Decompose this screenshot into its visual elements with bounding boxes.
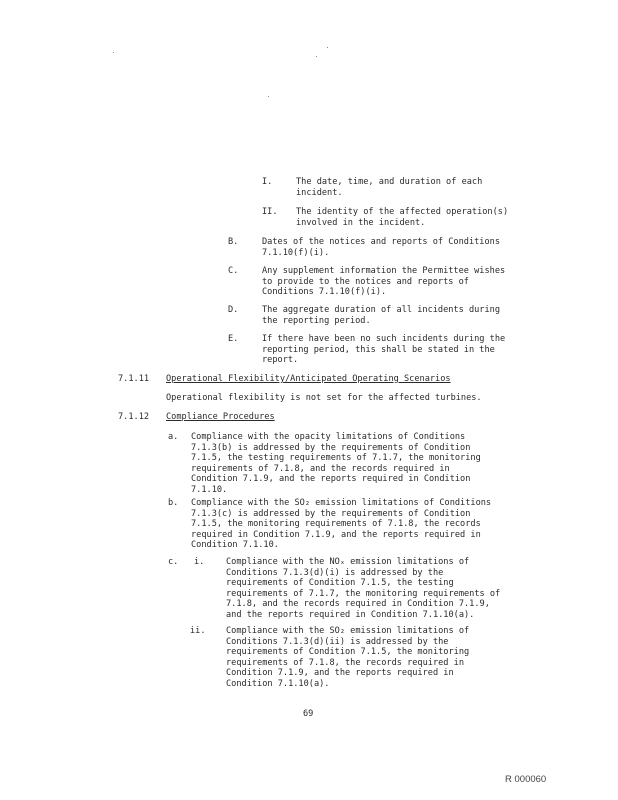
item-B-text: Dates of the notices and reports of Conditions 7.1.10(f)(i).	[262, 237, 500, 258]
section-7-1-11-body: Operational flexibility is not set for the affected turbines.	[166, 393, 482, 403]
scan-speck	[316, 56, 317, 57]
item-c-i-text: Compliance with the NOₓ emission limitations of Conditions 7.1.3(d)(i) is addressed by the requirements of Condition 7.1.5, the testing requirements of 7.1.7, the monitoring requirements of 7.1.8, and the records required in Condition 7.1.9, and the reports required in Condition 7.1.10(a).	[226, 557, 501, 620]
item-b-mark: b.	[168, 498, 179, 508]
item-b-text: Compliance with the SO₂ emission limitations of Conditions 7.1.3(c) is addressed by the requirements of Condition 7.1.5, the monitoring requirements of 7.1.8, the records required in Condition 7.1.9, and the reports required in Condition 7.1.10.	[191, 498, 492, 551]
item-c-mark: c.	[168, 557, 179, 567]
item-C-text: Any supplement information the Permittee wishes to provide to the notices and reports of Conditions 7.1.10(f)(i).	[262, 266, 506, 298]
section-7-1-11-heading: Operational Flexibility/Anticipated Operating Scenarios	[166, 374, 451, 384]
scan-speck	[268, 96, 269, 97]
item-E-mark: E.	[228, 334, 239, 344]
section-7-1-12-number: 7.1.12	[118, 412, 150, 422]
item-c-ii-text: Compliance with the SO₂ emission limitations of Conditions 7.1.3(d)(ii) is addressed by the requirements of Condition 7.1.5, the monitoring requirements of 7.1.8, the records required in Condition 7.1.9, and the reports required in Condition 7.1.10(a).	[226, 626, 470, 689]
page-number: 69	[303, 709, 314, 719]
item-I-mark: I.	[262, 177, 273, 187]
item-D-text: The aggregate duration of all incidents during the reporting period.	[262, 305, 500, 326]
section-7-1-12-heading: Compliance Procedures	[166, 412, 275, 422]
item-C-mark: C.	[228, 266, 239, 276]
item-c-ii-mark: ii.	[190, 626, 206, 636]
item-I-text: The date, time, and duration of each incident.	[296, 177, 483, 198]
item-II-text: The identity of the affected operation(s) involved in the incident.	[296, 207, 509, 228]
scan-speck	[327, 47, 328, 48]
item-a-mark: a.	[168, 432, 179, 442]
item-c-i-mark: i.	[194, 557, 205, 567]
item-a-text: Compliance with the opacity limitations of Conditions 7.1.3(b) is addressed by the requirements of Condition 7.1.5, the testing requirements of 7.1.7, the monitoring requirements of 7.1.8, and the records required in Condition 7.1.9, and the reports required in Condition 7.1.10.	[191, 432, 481, 495]
item-II-mark: II.	[262, 207, 278, 217]
item-E-text: If there have been no such incidents during the reporting period, this shall be stated in the report.	[262, 334, 506, 366]
item-B-mark: B.	[228, 237, 239, 247]
bates-number: R 000060	[505, 774, 547, 785]
scan-speck	[113, 52, 114, 53]
section-7-1-11-number: 7.1.11	[118, 374, 150, 384]
item-D-mark: D.	[228, 305, 239, 315]
